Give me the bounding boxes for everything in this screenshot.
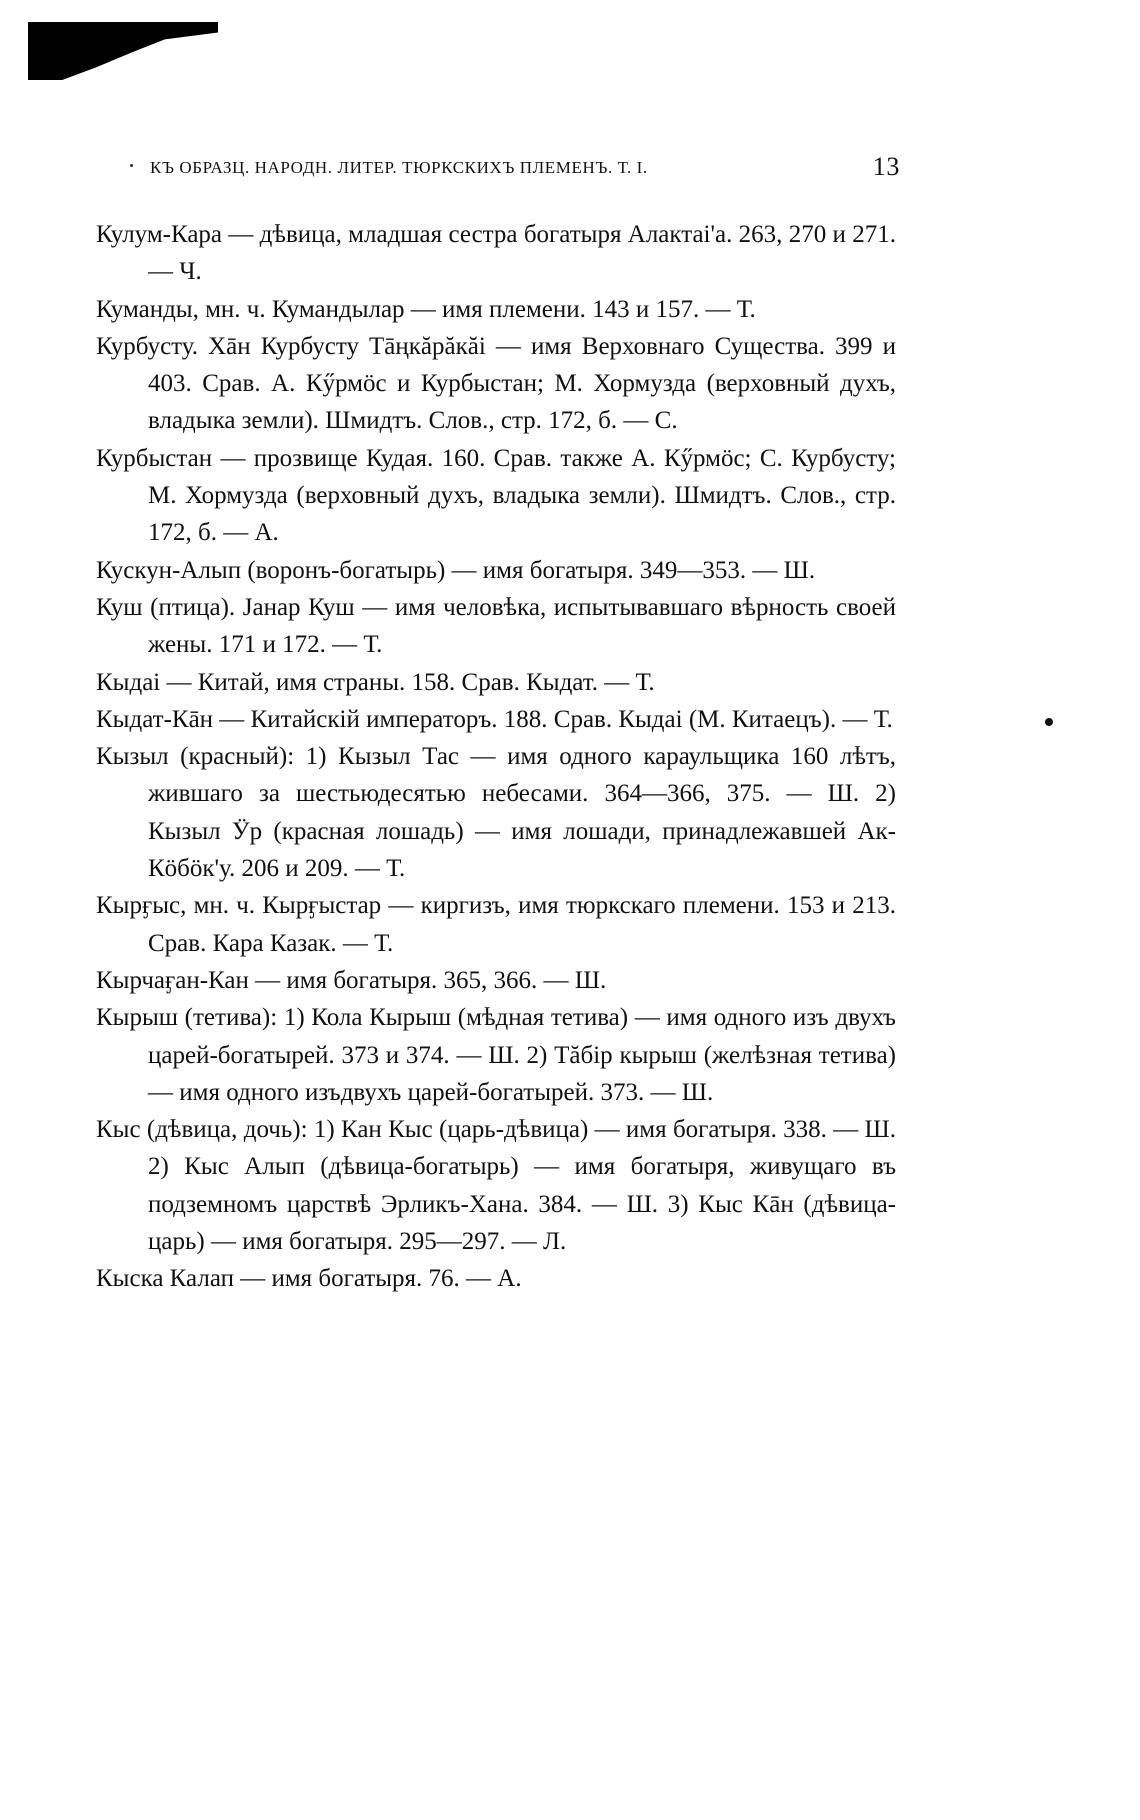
glossary-entry: Куш (птица). Јанар Куш — имя человѣка, испытывавшаго вѣрность своей жены. 171 и 172. — Т. [96,593,896,659]
ink-blot [28,22,218,80]
glossary-entries [96,216,896,1298]
running-head: КЪ ОБРАЗЦ. НАРОДН. ЛИТЕР. ТЮРКСКИХЪ ПЛЕМЕНЪ. Т. I. [150,158,648,177]
glossary-entry: Кырӻыс, мн. ч. Кырӻыстар — киргизъ, имя тюркскаго племени. 153 и 213. Срав. Кара Казак. — Т. [96,892,896,957]
glossary-entry: Курбусту. Хāн Курбусту Тāңкăрăкăі — имя Верховнаго Существа. 399 и 403. Срав. А. Кӳрмӧс и Курбыстан; М. Хормузда (верховный духъ, владыка земли). Шмидтъ. Слов., стр. 172, б. — С. [96,332,896,435]
page-header [130,150,900,190]
glossary-entry: Куманды, мн. ч. Кумандылар — имя племени. 143 и 157. — Т. [96,295,756,323]
glossary-entry: Кулум-Кара — дѣвица, младшая сестра богатыря Алактаі'а. 263, 270 и 271. — Ч. [96,221,896,286]
speck-mark [1045,718,1053,726]
glossary-entry: Кыска Калап — имя богатыря. 76. — А. [96,1265,522,1293]
glossary-entry: Кыдат-Кāн — Китайскій императоръ. 188. Срав. Кыдаі (М. Китаецъ). — Т. [96,705,893,733]
glossary-entry: Кыдаі — Китай, имя страны. 158. Срав. Кыдат. — Т. [96,668,655,696]
glossary-entry: Кырыш (тетива): 1) Кола Кырыш (мѣдная тетива) — имя одного изъ двухъ царей-богатырей. 373 и 374. — Ш. 2) Тăбір кырыш (желѣзная тетива) — имя одного изъдвухъ царей-богатырей. 373. — Ш. [96,1004,896,1106]
glossary-entry: Кыс (дѣвица, дочь): 1) Кан Кыс (царь-дѣвица) — имя богатыря. 338. — Ш. 2) Кыс Алып (дѣвица-богатырь) — имя богатыря, живущаго въ подземномъ царствѣ Эрликъ-Хана. 384. — Ш. 3) Кыс Кāн (дѣвица-царь) — имя богатыря. 295—297. — Л. [96,1116,896,1256]
glossary-entry: Кускун-Алып (воронъ-богатырь) — имя богатыря. 349—353. — Ш. [96,556,816,584]
glossary-entry: Кырчаӻан-Кан — имя богатыря. 365, 366. — Ш. [96,966,607,994]
glossary-entry: Курбыстан — прозвище Кудая. 160. Срав. также А. Кӳрмӧс; С. Курбусту; М. Хормузда (верховный духъ, владыка земли). Шмидтъ. Слов., стр. 172, б. — А. [96,444,896,547]
glossary-entry: Кызыл (красный): 1) Кызыл Тас — имя одного караульщика 160 лѣтъ, жившаго за шестьюдесятью небесами. 364—366, 375. — Ш. 2) Кызыл Ӱр (красная лошадь) — имя лошади, принадлежавшей Ак-Кӧбӧк'у. 206 и 209. — Т. [96,743,896,883]
page-number: 13 [872,152,900,181]
